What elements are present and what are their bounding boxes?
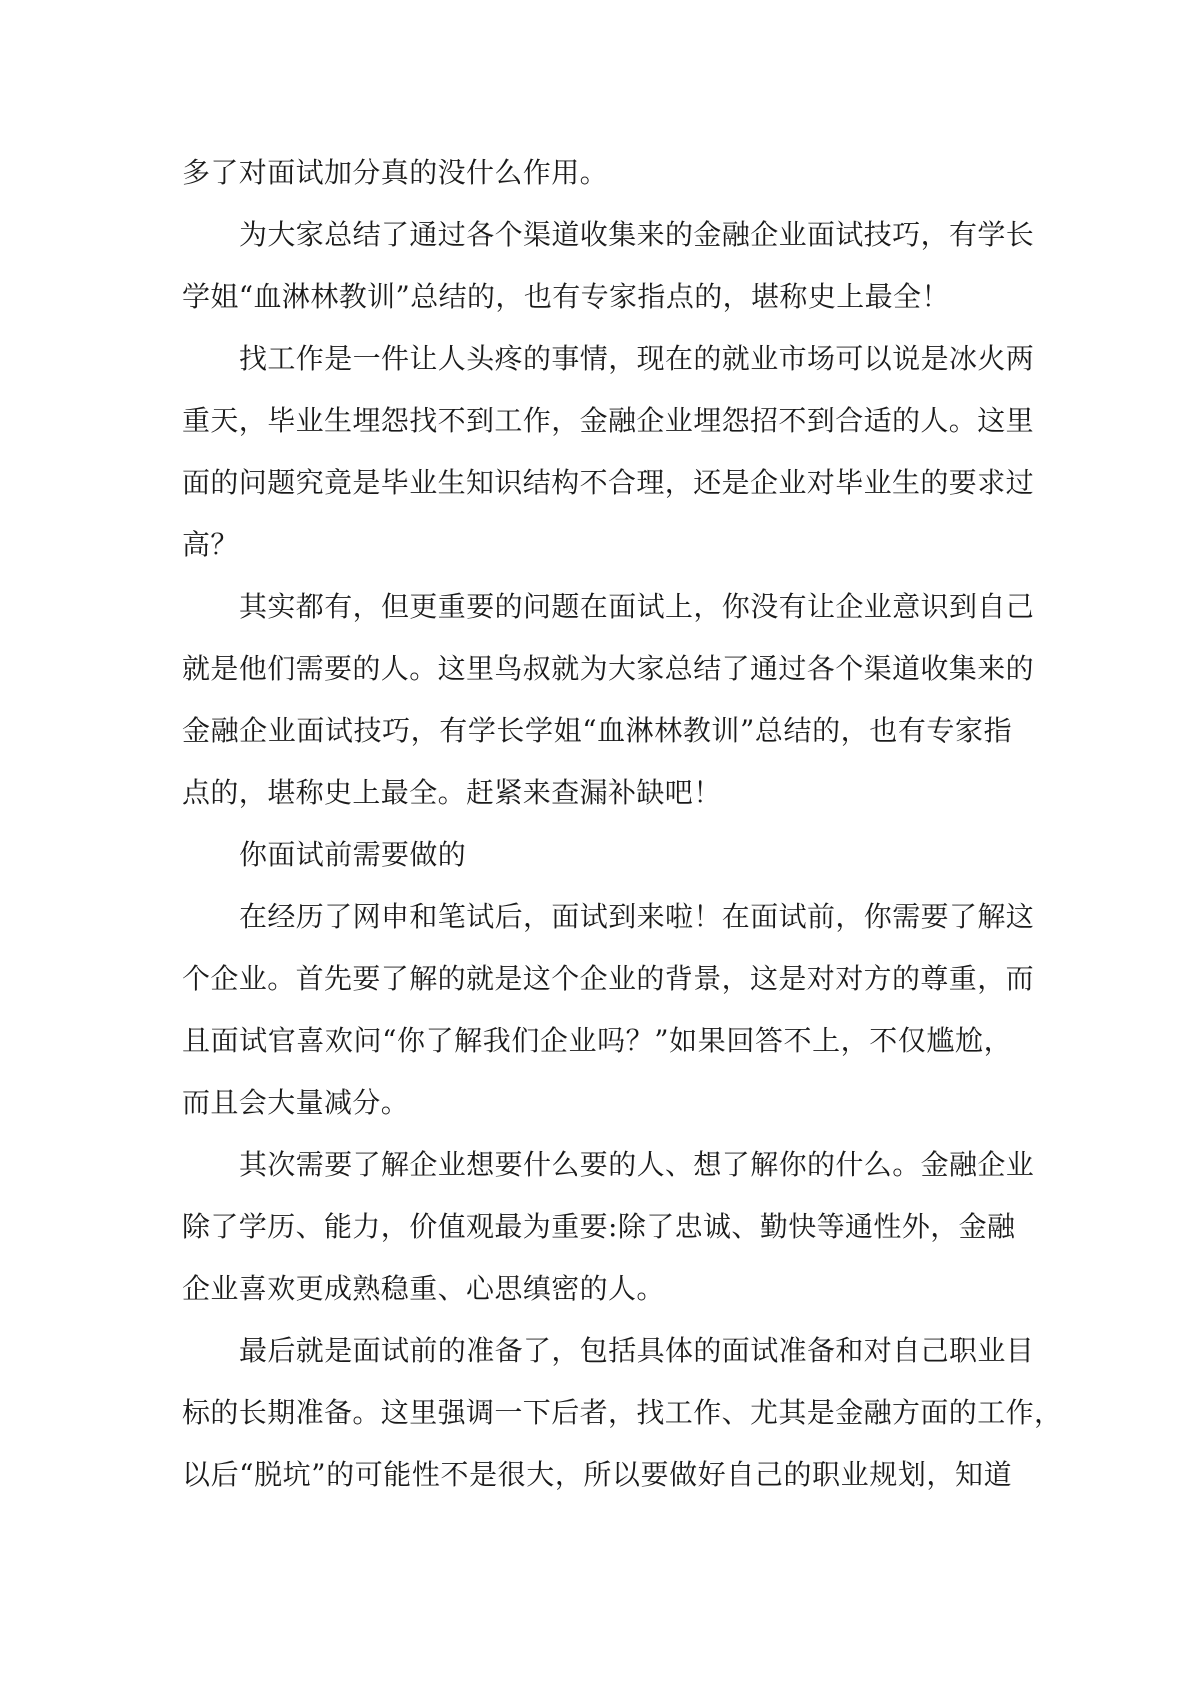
paragraph bbox=[182, 886, 1035, 1134]
text-line: 以后“脱坑”的可能性不是很大，所以要做好自己的职业规划，知道 bbox=[182, 1458, 1012, 1491]
text-line: 就是他们需要的人。这里鸟叔就为大家总结了通过各个渠道收集来的 bbox=[182, 652, 1035, 685]
document-body bbox=[182, 142, 1063, 1506]
text-line: 面的问题究竟是毕业生知识结构不合理，还是企业对毕业生的要求过 bbox=[182, 466, 1035, 499]
paragraph bbox=[182, 1320, 1063, 1506]
text-line: 多了对面试加分真的没什么作用。 bbox=[182, 156, 609, 189]
text-line: 找工作是一件让人头疼的事情，现在的就业市场可以说是冰火两 bbox=[239, 342, 1035, 375]
text-line: 除了学历、能力，价值观最为重要:除了忠诚、勤快等通性外，金融 bbox=[182, 1210, 1016, 1243]
text-line: 企业喜欢更成熟稳重、心思缜密的人。 bbox=[182, 1272, 665, 1305]
paragraph bbox=[182, 1134, 1035, 1320]
text-line: 标的长期准备。这里强调一下后者，找工作、尤其是金融方面的工作， bbox=[182, 1396, 1063, 1429]
text-line: 学姐“血淋林教训”总结的，也有专家指点的，堪称史上最全！ bbox=[182, 280, 950, 313]
paragraph bbox=[182, 576, 1035, 824]
paragraph bbox=[182, 328, 1035, 576]
text-line: 高？ bbox=[182, 528, 239, 561]
text-line: 金融企业面试技巧，有学长学姐“血淋林教训”总结的，也有专家指 bbox=[182, 714, 1012, 747]
text-line: 点的，堪称史上最全。赶紧来查漏补缺吧！ bbox=[182, 776, 722, 809]
paragraph bbox=[182, 204, 1035, 328]
text-line: 个企业。首先要了解的就是这个企业的背景，这是对对方的尊重，而 bbox=[182, 962, 1035, 995]
text-line: 最后就是面试前的准备了，包括具体的面试准备和对自己职业目 bbox=[239, 1334, 1035, 1367]
text-line: 其实都有，但更重要的问题在面试上，你没有让企业意识到自己 bbox=[239, 590, 1035, 623]
text-line: 且面试官喜欢问“你了解我们企业吗？”如果回答不上，不仅尴尬， bbox=[182, 1024, 1012, 1057]
text-line: 重天，毕业生埋怨找不到工作，金融企业埋怨招不到合适的人。这里 bbox=[182, 404, 1035, 437]
text-line: 其次需要了解企业想要什么要的人、想了解你的什么。金融企业 bbox=[239, 1148, 1035, 1181]
section-heading bbox=[182, 824, 1012, 886]
text-line: 为大家总结了通过各个渠道收集来的金融企业面试技巧，有学长 bbox=[239, 218, 1035, 251]
text-line: 而且会大量减分。 bbox=[182, 1086, 410, 1119]
text-line: 在经历了网申和笔试后，面试到来啦！在面试前，你需要了解这 bbox=[239, 900, 1035, 933]
text-line: 你面试前需要做的 bbox=[239, 838, 467, 871]
paragraph bbox=[182, 142, 1012, 204]
